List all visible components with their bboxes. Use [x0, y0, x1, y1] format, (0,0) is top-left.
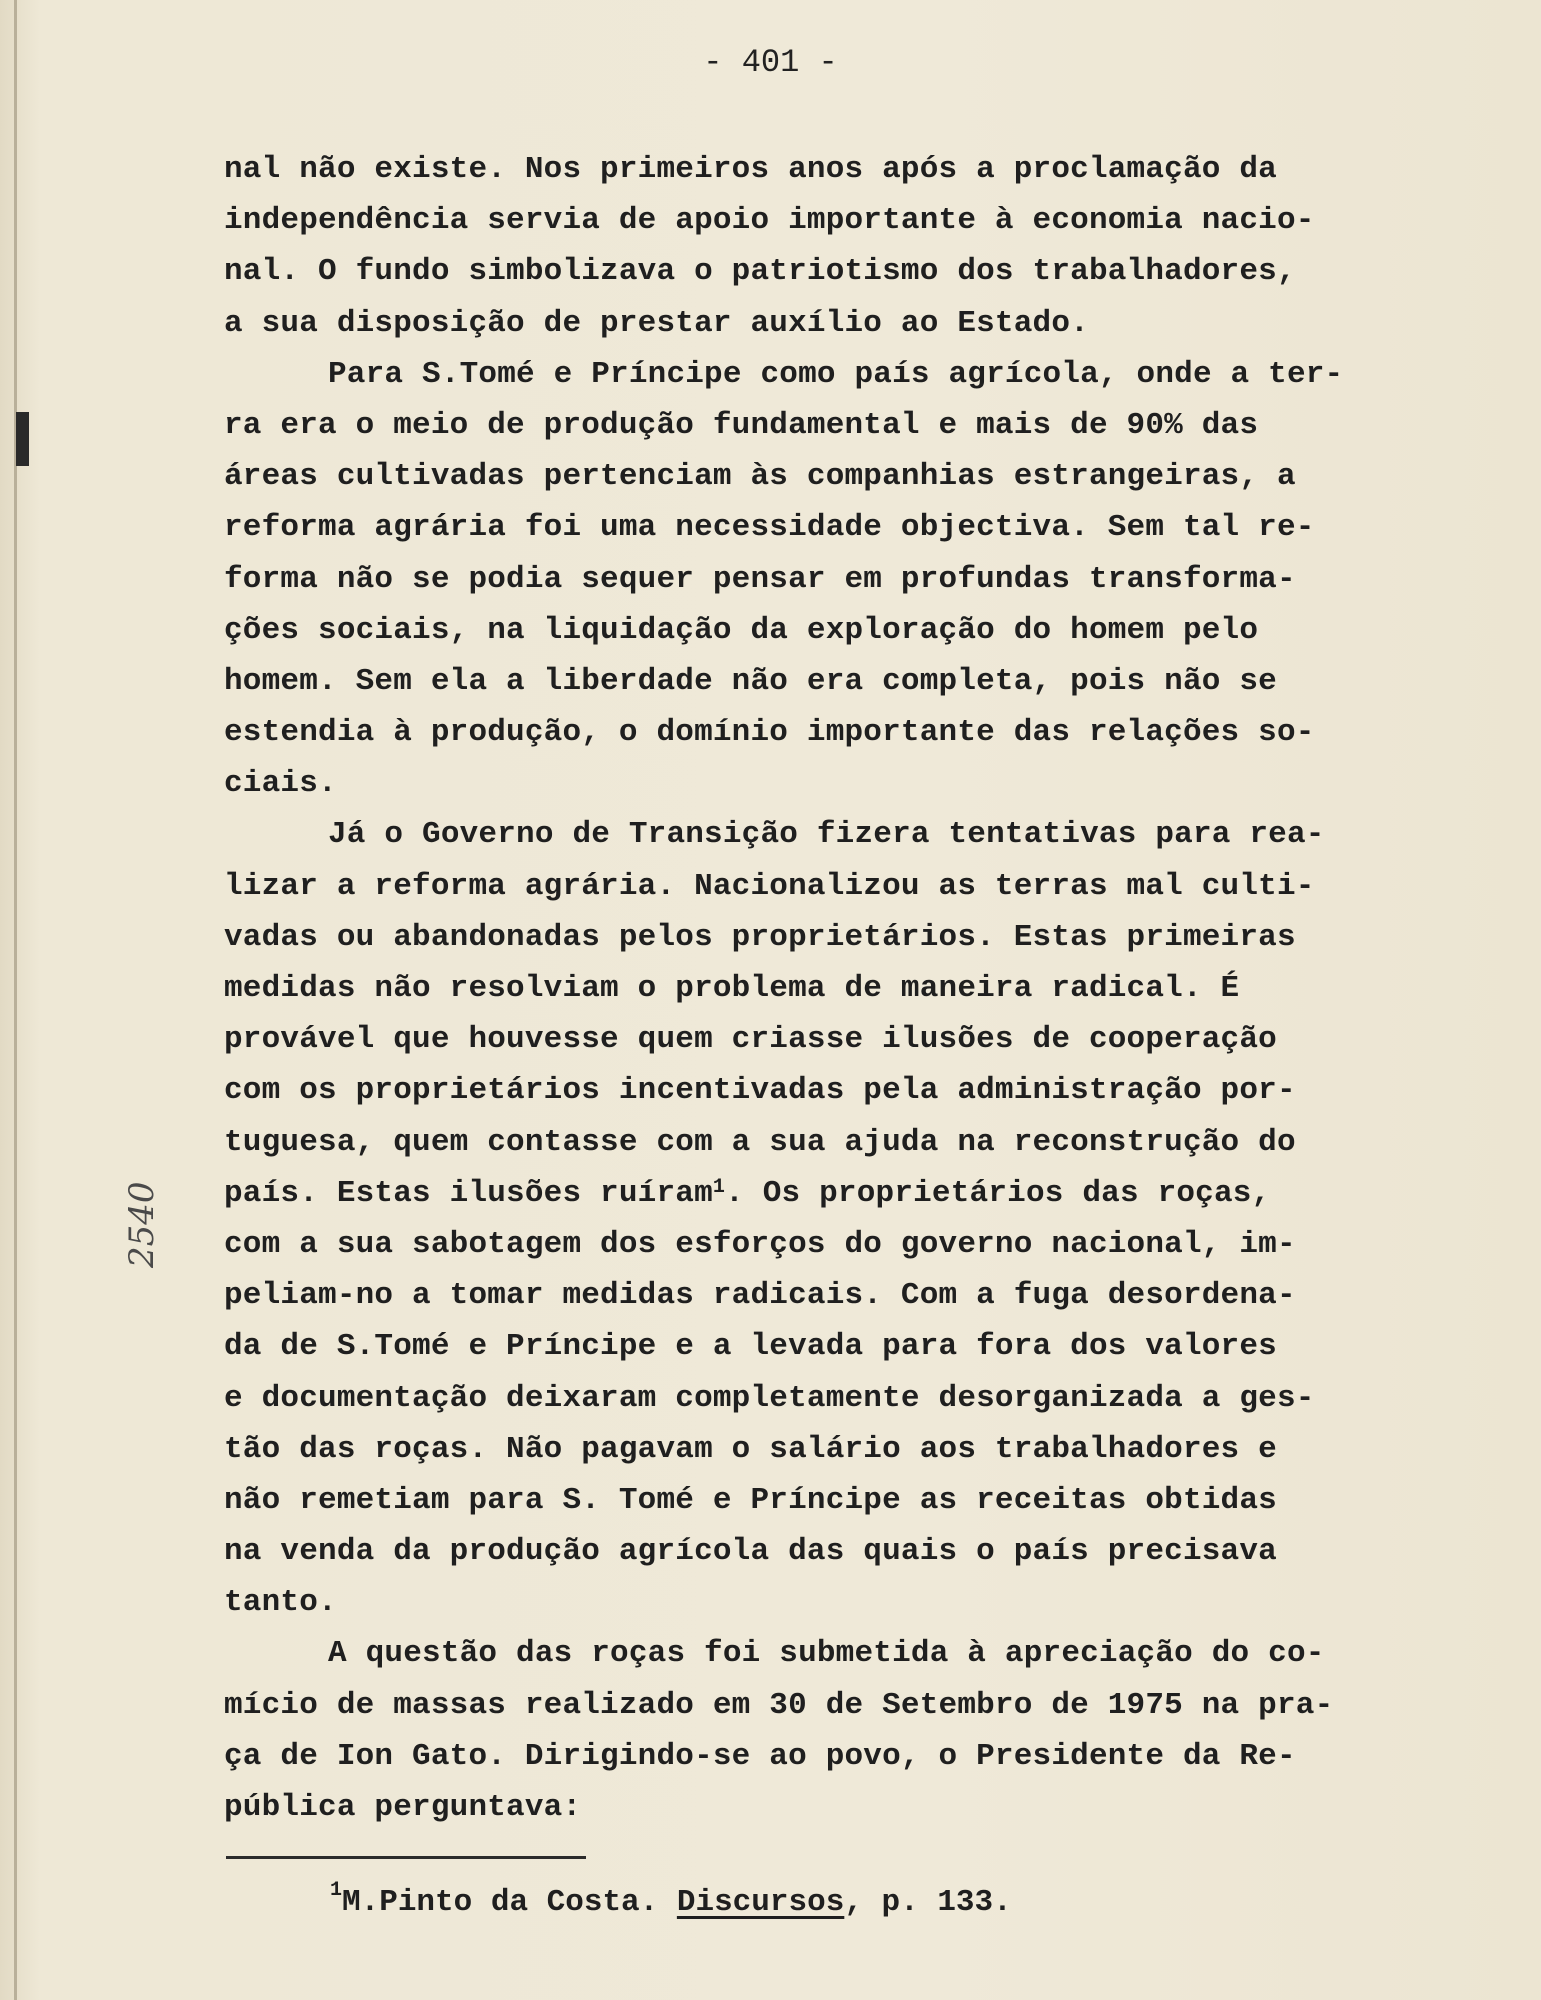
body-text [224, 144, 1464, 1833]
text-line: na venda da produção agrícola das quais o país precisava [224, 1534, 1277, 1570]
book-spine-shadow [14, 0, 17, 2000]
text-line: reforma agrária foi uma necessidade objectiva. Sem tal re- [224, 510, 1315, 546]
text-line: estendia à produção, o domínio importante das relações so- [224, 715, 1315, 751]
text-line: ra era o meio de produção fundamental e mais de 90% das [224, 407, 1259, 443]
text-line-with-footnote [224, 1168, 1464, 1219]
page-number: - 401 - [703, 44, 838, 81]
text-line: ça de Ion Gato. Dirigindo-se ao povo, o Presidente da Re- [224, 1738, 1296, 1774]
text-line: com os proprietários incentivadas pela administração por- [224, 1073, 1296, 1109]
footnote-title: Discursos [676, 1885, 845, 1920]
text-line: a sua disposição de prestar auxílio ao Estado. [224, 305, 1089, 341]
text-line: não remetiam para S. Tomé e Príncipe as receitas obtidas [224, 1482, 1277, 1518]
text-line: vadas ou abandonadas pelos proprietários. Estas primeiras [224, 919, 1296, 955]
text-line: nal. O fundo simbolizava o patriotismo dos trabalhadores, [224, 254, 1296, 290]
text-line: peliam-no a tomar medidas radicais. Com a fuga desordena- [224, 1278, 1296, 1314]
handwritten-margin-note: 2540 [122, 1181, 162, 1268]
text-line: provável que houvesse quem criasse ilusões de cooperação [224, 1022, 1277, 1058]
text-line: tão das roças. Não pagavam o salário aos trabalhadores e [224, 1431, 1277, 1467]
footnote [330, 1879, 1012, 1920]
text-line: com a sua sabotagem dos esforços do governo nacional, im- [224, 1226, 1296, 1262]
text-line: medidas não resolviam o problema de maneira radical. É [224, 971, 1240, 1006]
footnote-author: M.Pinto da Costa. [342, 1885, 677, 1920]
text-line: Para S.Tomé e Príncipe como país agrícola, onde a ter- [328, 356, 1344, 392]
footnote-rest: , p. 133. [844, 1885, 1012, 1920]
text-line: e documentação deixaram completamente desorganizada a ges- [224, 1380, 1315, 1416]
text-line: lizar a reforma agrária. Nacionalizou as terras mal culti- [224, 868, 1315, 904]
footnote-separator [226, 1856, 586, 1859]
text-line: nal não existe. Nos primeiros anos após a proclamação da [224, 152, 1277, 187]
text-line: mício de massas realizado em 30 de Setembro de 1975 na pra- [224, 1687, 1334, 1723]
footnote-reference[interactable]: 1 [712, 1175, 726, 1199]
text-segment: país. Estas ilusões ruíram [224, 1175, 713, 1211]
text-line: da de S.Tomé e Príncipe e a levada para fora dos valores [224, 1329, 1277, 1365]
text-line: tanto. [224, 1585, 337, 1621]
text-line: Já o Governo de Transição fizera tentativas para rea- [328, 817, 1325, 853]
text-line: A questão das roças foi submetida à apreciação do co- [328, 1636, 1325, 1672]
text-line: ciais. [224, 766, 337, 802]
text-line: homem. Sem ela a liberdade não era completa, pois não se [224, 663, 1277, 699]
text-line: tuguesa, quem contasse com a sua ajuda na reconstrução do [224, 1124, 1296, 1160]
text-line: pública perguntava: [224, 1790, 582, 1825]
page-edge-mark [16, 412, 29, 466]
footnote-marker: 1 [330, 1879, 343, 1902]
text-line: áreas cultivadas pertenciam às companhias estrangeiras, a [224, 459, 1296, 495]
text-line: independência servia de apoio importante à economia nacio- [224, 203, 1315, 239]
text-line: forma não se podia sequer pensar em profundas transforma- [224, 561, 1296, 597]
text-line: ções sociais, na liquidação da exploração do homem pelo [224, 612, 1259, 648]
text-segment: . Os proprietários das roças, [725, 1175, 1271, 1211]
